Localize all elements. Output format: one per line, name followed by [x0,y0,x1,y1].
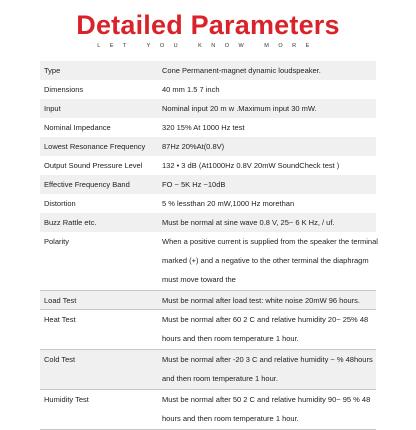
table-row [40,99,376,118]
parameter-label: Dimensions [44,85,84,94]
parameter-label: Type [44,66,61,75]
table-row [40,390,376,430]
parameter-label: Load Test [44,296,77,305]
table-row [40,118,376,137]
parameter-label: Polarity [44,237,70,246]
parameter-value [162,310,376,348]
page-subtitle: LET YOU KNOW MORE [97,43,319,49]
parameter-label: Buzz Rattle etc. [44,218,97,227]
parameter-label: Output Sound Pressure Level [44,161,143,170]
parameter-value-line: must move toward the [162,275,236,284]
parameter-value [162,232,376,289]
parameter-label: Input [44,104,61,113]
table-row [40,213,376,232]
table-row [40,80,376,99]
table-row [40,137,376,156]
parameters-table [40,61,376,430]
parameter-value [162,194,376,213]
parameter-value-line: Must be normal after 50 2 C and relative humidity 90~ 95 % 48 [162,395,371,404]
parameter-label: Cold Test [44,355,76,364]
table-row [40,291,376,310]
parameter-value-line: Must be normal after 60 2 C and relative humidity 20~ 25% 48 [162,315,369,324]
parameter-value-line: Must be normal at sine wave 0.8 V, 25~ 6 K Hz, / uf. [162,218,335,227]
parameter-label: Heat Test [44,315,76,324]
table-row [40,194,376,213]
parameter-value-line: 5 % lessthan 20 mW,1000 Hz morethan [162,199,295,208]
parameter-value [162,350,376,388]
parameter-value-line: marked (+) and a negative to the other terminal the diaphragm [162,256,369,265]
table-row [40,61,376,80]
parameter-value-line: FO ~ 5K Hz ~10dB [162,180,226,189]
parameter-value-line: Nominal input 20 m w .Maximum input 30 mW. [162,104,317,113]
parameter-value-line: When a positive current is supplied from the speaker the terminal [162,237,378,246]
page-title: Detailed Parameters [76,10,340,40]
table-row [40,232,376,291]
parameter-value-line: and then room temperature 1 hour. [162,374,278,383]
parameter-value [162,291,376,310]
parameter-value [162,61,376,80]
parameter-value [162,118,376,137]
parameter-value [162,390,376,428]
table-row [40,156,376,175]
parameter-value-line: 320 15% At 1000 Hz test [162,123,245,132]
parameter-label: Distortion [44,199,76,208]
parameter-label: Nominal Impedance [44,123,111,132]
parameter-value-line: 40 mm 1.5 7 inch [162,85,220,94]
parameter-value [162,80,376,99]
parameter-value [162,99,376,118]
parameter-value-line: Cone Permanent-magnet dynamic loudspeaker. [162,66,321,75]
parameter-value-line: 132 • 3 dB (At1000Hz 0.8V 20mW SoundCheck test ) [162,161,340,170]
parameter-value [162,137,376,156]
parameter-value [162,213,376,232]
parameter-value-line: hours and then room temperature 1 hour. [162,414,299,423]
parameter-value-line: 87Hz 20%At(0.8V) [162,142,225,151]
parameter-value-line: Must be normal after load test: white noise 20mW 96 hours. [162,296,361,305]
table-row [40,350,376,390]
parameter-value-line: hours and then room temperature 1 hour. [162,334,299,343]
parameter-value [162,175,376,194]
parameter-value-line: Must be normal after -20 3 C and relative humidity ~ % 48hours [162,355,373,364]
parameter-value [162,156,376,175]
parameter-label: Lowest Resonance Frequency [44,142,146,151]
table-row [40,175,376,194]
parameter-label: Effective Frequency Band [44,180,130,189]
parameter-label: Humidity Test [44,395,89,404]
table-row [40,310,376,350]
